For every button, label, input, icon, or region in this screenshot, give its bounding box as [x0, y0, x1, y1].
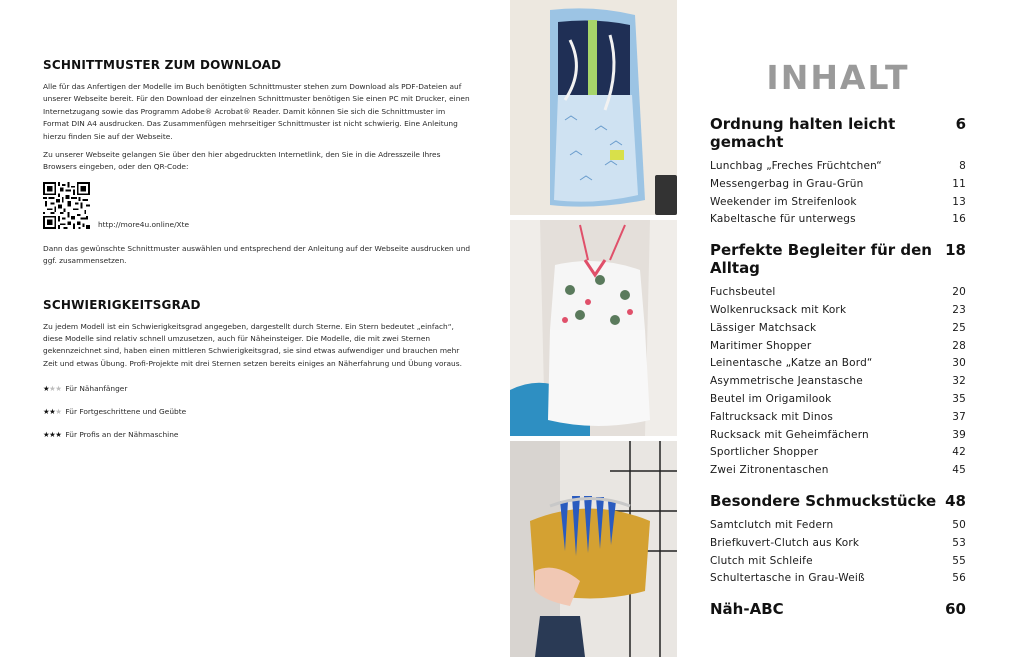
- difficulty-level-label: Für Profis an der Nähmaschine: [65, 430, 179, 440]
- toc-entry-title: Samtclutch mit Federn: [710, 518, 834, 531]
- toc-entry-page: 45: [952, 464, 966, 477]
- toc-entry-page: 30: [952, 357, 966, 370]
- star-filled-icon: ★: [49, 407, 56, 417]
- star-filled-icon: ★: [43, 384, 50, 394]
- toc-entry-page: 37: [952, 410, 966, 423]
- star-rating-icon: [43, 430, 61, 439]
- toc-section-page: 48: [945, 491, 966, 510]
- toc-sections: [710, 115, 966, 618]
- toc-section-title: Perfekte Begleiter für den Alltag: [710, 241, 932, 278]
- toc-entry-title: Beutel im Origamilook: [710, 392, 832, 405]
- photo-column: [510, 0, 677, 657]
- toc-entry-page: 55: [952, 554, 966, 567]
- star-filled-icon: ★: [43, 430, 50, 440]
- toc-entry[interactable]: [710, 355, 966, 373]
- toc-entry[interactable]: [710, 176, 966, 194]
- toc-entry-page: 50: [952, 518, 966, 531]
- toc-entry[interactable]: [710, 391, 966, 409]
- toc-section-page: 60: [945, 600, 966, 619]
- difficulty-levels: [43, 384, 473, 439]
- photo-cable-bag: [510, 0, 677, 215]
- photo-clutch: [510, 441, 677, 657]
- photo-backpack: [510, 220, 677, 436]
- toc-entry-page: 53: [952, 536, 966, 549]
- toc-section: [710, 115, 966, 229]
- toc-section-page: 6: [955, 115, 966, 133]
- cable-bag-image: [510, 0, 677, 215]
- toc-entry-title: Leinentasche „Katze an Bord“: [710, 357, 873, 370]
- toc-entry-title: Asymmetrische Jeanstasche: [710, 375, 863, 388]
- toc-entry[interactable]: [710, 409, 966, 427]
- toc-entry-title: Rucksack mit Geheimfächern: [710, 428, 869, 441]
- toc-entry-page: 28: [952, 339, 966, 352]
- toc-entry-title: Schultertasche in Grau-Weiß: [710, 572, 865, 585]
- toc-entry-title: Faltrucksack mit Dinos: [710, 410, 834, 423]
- qr-row: [43, 182, 473, 229]
- toc-entry-title: Kabeltasche für unterwegs: [710, 213, 856, 226]
- clutch-image: [510, 441, 677, 657]
- toc-entry[interactable]: [710, 373, 966, 391]
- download-paragraph-3: Dann das gewünschte Schnittmuster auswählen und entsprechend der Anleitung auf der Webseite ausdrucken und ggf. zusammensetzen.: [43, 243, 471, 266]
- toc-entry-title: Briefkuvert-Clutch aus Kork: [710, 536, 860, 549]
- star-empty-icon: ★: [49, 384, 56, 394]
- toc-entry-title: Clutch mit Schleife: [710, 554, 813, 567]
- toc-entry-page: 35: [952, 392, 966, 405]
- star-rating-icon: [43, 407, 61, 416]
- toc-entry-title: Zwei Zitronentaschen: [710, 464, 829, 477]
- star-filled-icon: ★: [43, 407, 50, 417]
- toc-entry-title: Fuchsbeutel: [710, 286, 776, 299]
- toc-entry-page: 8: [959, 160, 966, 172]
- toc-entry-title: Maritimer Shopper: [710, 339, 812, 352]
- download-heading: SCHNITTMUSTER ZUM DOWNLOAD: [43, 58, 282, 72]
- star-empty-icon: ★: [55, 407, 62, 417]
- toc-section: [710, 600, 966, 618]
- difficulty-paragraph: Zu jedem Modell ist ein Schwierigkeitsgrad angegeben, dargestellt durch Sterne. Ein Stern bedeutet „einfach“, diese Modelle sind relativ schnell umzusetzen, auch für Näheinsteiger. Die Modelle, die mit zwei Sternen gekennzeichnet sind, haben einen mittleren Schwierigkeitsgrad, sie sind etwas aufwendiger und brauchen mehr Zeit und etwas Übung. Profi-Projekte mit drei Sternen setzen bereits einiges an Näherfahrung und Übung voraus.: [43, 321, 462, 368]
- toc-entry[interactable]: [710, 158, 966, 176]
- toc-entry[interactable]: [710, 194, 966, 212]
- star-filled-icon: ★: [49, 430, 56, 440]
- toc-entry[interactable]: [710, 320, 966, 338]
- difficulty-section: [43, 298, 473, 440]
- toc-entry-title: Wolkenrucksack mit Kork: [710, 303, 847, 316]
- star-rating-icon: [43, 384, 61, 393]
- left-page: [43, 58, 473, 439]
- toc-entry[interactable]: [710, 444, 966, 462]
- toc-entry-page: 42: [952, 446, 966, 459]
- toc-entry[interactable]: [710, 302, 966, 320]
- qr-code[interactable]: [43, 182, 90, 229]
- toc-entry[interactable]: [710, 517, 966, 535]
- toc-section-heading[interactable]: [710, 241, 966, 277]
- toc-entry-page: 20: [952, 286, 966, 299]
- toc-entry-title: Lässiger Matchsack: [710, 321, 817, 334]
- difficulty-level: [43, 430, 473, 439]
- difficulty-level-label: Für Nähanfänger: [65, 384, 128, 394]
- difficulty-level: [43, 384, 473, 393]
- toc-section-heading[interactable]: [710, 600, 966, 618]
- toc-entry-title: Weekender im Streifenlook: [710, 195, 857, 208]
- toc-section-page: 18: [945, 241, 966, 260]
- toc-entry[interactable]: [710, 570, 966, 588]
- toc-section: [710, 241, 966, 480]
- toc-section-heading[interactable]: [710, 492, 966, 510]
- download-paragraph-1: Alle für das Anfertigen der Modelle im Buch benötigten Schnittmuster stehen zum Download als PDF-Dateien auf unserer Webseite bereit. Für den Download der einzelnen Schnittmuster benötigen Sie einen PC mit Drucker, einen Internetzugang sowie das Programm Adobe® Acrobat® Reader. Damit können Sie sich die Schnittmuster im Format DIN A4 ausdrucken. Das Zusammenfügen mehrseitiger Schnittmuster ist nicht schwierig. Eine Anleitung hierzu finden Sie auf der Webseite.: [43, 82, 470, 141]
- toc-title: INHALT: [766, 58, 910, 97]
- toc-entry-title: Lunchbag „Freches Früchtchen“: [710, 160, 882, 172]
- toc-entry-page: 32: [952, 375, 966, 388]
- toc-entry[interactable]: [710, 553, 966, 571]
- toc-entry[interactable]: [710, 462, 966, 480]
- star-filled-icon: ★: [55, 430, 62, 440]
- difficulty-heading: SCHWIERIGKEITSGRAD: [43, 297, 201, 312]
- toc-entry-page: 56: [952, 572, 966, 585]
- toc-entry[interactable]: [710, 535, 966, 553]
- toc-entry-page: 39: [952, 428, 966, 441]
- backpack-image: [510, 220, 677, 436]
- toc-section-title: Näh-ABC: [710, 600, 784, 619]
- toc-entry-page: 13: [952, 195, 966, 208]
- toc-entry-page: 11: [952, 177, 966, 190]
- difficulty-level-label: Für Fortgeschrittene und Geübte: [65, 407, 187, 417]
- toc-entry[interactable]: [710, 284, 966, 302]
- toc-section-heading[interactable]: [710, 115, 966, 151]
- difficulty-level: [43, 407, 473, 416]
- toc-section-title: Ordnung halten leicht gemacht: [710, 115, 896, 151]
- toc-entry-title: Messengerbag in Grau-Grün: [710, 177, 864, 190]
- toc-section: [710, 492, 966, 588]
- toc-entry[interactable]: [710, 338, 966, 356]
- table-of-contents: [710, 58, 966, 630]
- toc-entry-page: 16: [952, 213, 966, 226]
- toc-entry[interactable]: [710, 427, 966, 445]
- toc-entry[interactable]: [710, 211, 966, 229]
- toc-entry-page: 23: [952, 303, 966, 316]
- download-paragraph-2: Zu unserer Webseite gelangen Sie über den hier abgedruckten Internetlink, den Sie in die Adresszeile Ihres Browsers eingeben, oder den QR-Code:: [43, 150, 441, 172]
- toc-section-title: Besondere Schmuckstücke: [710, 491, 937, 510]
- star-empty-icon: ★: [55, 384, 62, 394]
- download-url-link[interactable]: http://more4u.online/Xte: [98, 219, 190, 229]
- toc-entry-title: Sportlicher Shopper: [710, 446, 819, 459]
- toc-entry-page: 25: [952, 321, 966, 334]
